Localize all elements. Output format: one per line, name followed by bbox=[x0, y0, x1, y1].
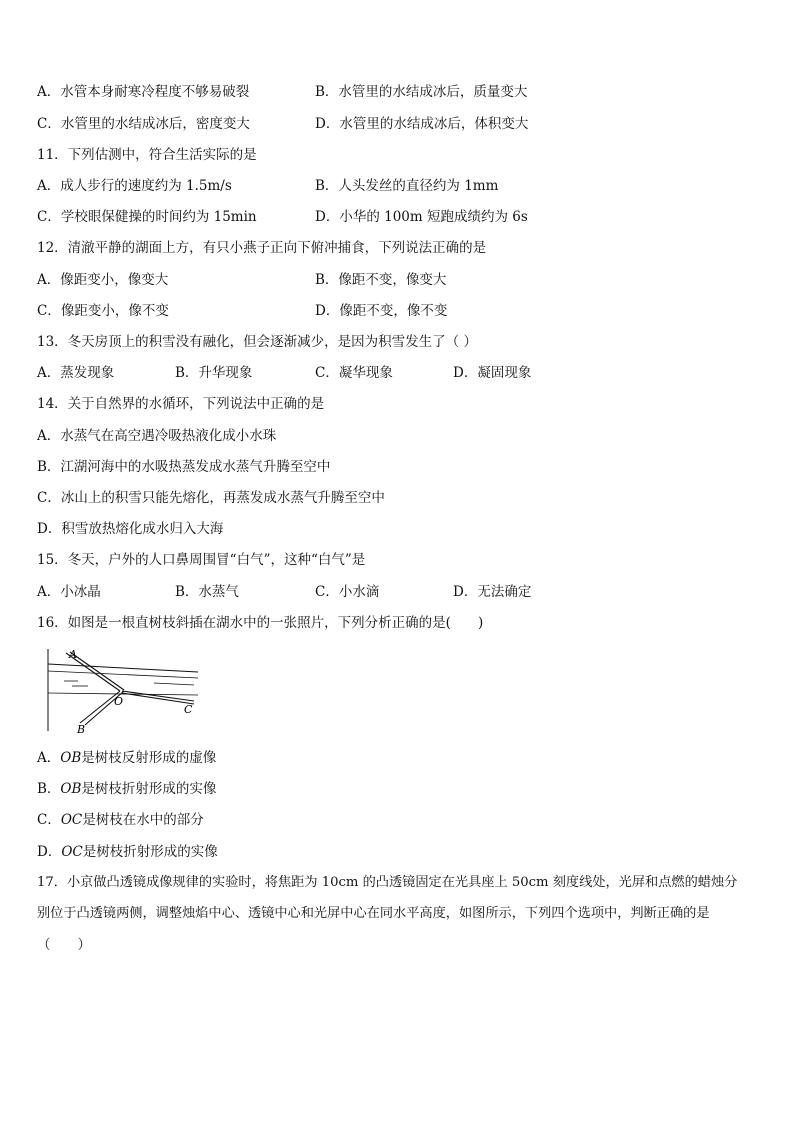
q14-stem: 14．关于自然界的水循环，下列说法中正确的是 bbox=[37, 396, 325, 412]
q14-option-c[interactable]: C．冰山上的积雪只能先熔化，再蒸发成水蒸气升腾至空中 bbox=[37, 490, 385, 506]
q16-option-c[interactable] bbox=[37, 811, 204, 829]
segment-name: OC bbox=[61, 844, 83, 860]
q15-option-a[interactable]: A．小冰晶 bbox=[37, 584, 101, 600]
segment-name: OB bbox=[60, 781, 82, 797]
branch-in-water-figure bbox=[44, 645, 204, 735]
label-b: B bbox=[77, 723, 86, 735]
q16-option-b[interactable] bbox=[37, 780, 216, 798]
water-surface-line bbox=[48, 664, 198, 672]
q10-option-d[interactable]: D．水管里的水结成冰后，体积变大 bbox=[315, 116, 529, 132]
q12-option-b[interactable]: B．像距不变，像变大 bbox=[315, 272, 447, 288]
q13-stem: 13．冬天房顶上的积雪没有融化，但会逐渐减少，是因为积雪发生了（ ） bbox=[37, 334, 477, 350]
option-letter: B． bbox=[37, 781, 61, 797]
segment-name: OC bbox=[60, 812, 83, 828]
q17-stem-line2: 别位于凸透镜两侧，调整烛焰中心、透镜中心和光屏中心在同水平高度，如图所示，下列四个选项中，判断正确的是 bbox=[37, 906, 710, 921]
q16-option-d[interactable] bbox=[37, 843, 218, 861]
q12-stem: 12．清澈平静的湖面上方，有只小燕子正向下俯冲捕食，下列说法正确的是 bbox=[37, 240, 487, 256]
q15-stem: 15．冬天，户外的人口鼻周围冒“白气”，这种“白气”是 bbox=[37, 552, 366, 568]
wave-mark bbox=[154, 683, 194, 685]
option-text: 是树枝折射形成的实像 bbox=[82, 844, 218, 860]
segment-name: OB bbox=[60, 750, 82, 766]
option-text: 是树枝在水中的部分 bbox=[82, 812, 204, 828]
option-letter: A． bbox=[37, 750, 61, 766]
q13-option-c[interactable]: C．凝华现象 bbox=[315, 365, 393, 381]
q11-stem: 11．下列估测中，符合生活实际的是 bbox=[37, 147, 257, 163]
option-letter: C． bbox=[37, 812, 61, 828]
option-text: 是树枝反射形成的虚像 bbox=[81, 750, 217, 766]
q12-option-d[interactable]: D．像距不变，像不变 bbox=[315, 303, 448, 319]
q10-option-b[interactable]: B．水管里的水结成冰后，质量变大 bbox=[315, 84, 528, 100]
q17-stem-line3: （ ） bbox=[37, 937, 91, 953]
q13-option-b[interactable]: B．升华现象 bbox=[175, 365, 253, 381]
label-o: O bbox=[114, 695, 124, 708]
q11-option-b[interactable]: B．人头发丝的直径约为 1mm bbox=[315, 178, 499, 194]
q12-option-c[interactable]: C．像距变小，像不变 bbox=[37, 303, 169, 319]
q16-stem: 16．如图是一根直树枝斜插在湖水中的一张照片，下列分析正确的是( ) bbox=[37, 615, 484, 631]
label-a: A bbox=[69, 648, 77, 661]
q14-option-d[interactable]: D．积雪放热熔化成水归入大海 bbox=[37, 521, 224, 537]
q14-option-b[interactable]: B．江湖河海中的水吸热蒸发成水蒸气升腾至空中 bbox=[37, 459, 331, 475]
water-surface-line bbox=[48, 671, 198, 678]
branch-oc-segment bbox=[122, 691, 194, 701]
q17-stem-line1: 17．小京做凸透镜成像规律的实验时，将焦距为 10cm 的凸透镜固定在光具座上 50cm 刻度线处，光屏和点燃的蜡烛分 bbox=[37, 875, 738, 890]
q16-option-a[interactable] bbox=[37, 749, 216, 767]
option-text: 是树枝折射形成的实像 bbox=[81, 781, 217, 797]
q15-option-b[interactable]: B．水蒸气 bbox=[175, 584, 239, 600]
q12-option-a[interactable]: A．像距变小，像变大 bbox=[37, 272, 169, 288]
q11-option-c[interactable]: C．学校眼保健操的时间约为 15min bbox=[37, 209, 257, 225]
q15-option-c[interactable]: C．小水滴 bbox=[315, 584, 380, 600]
q11-option-d[interactable]: D．小华的 100m 短跑成绩约为 6s bbox=[315, 209, 528, 225]
q14-option-a[interactable]: A．水蒸气在高空遇冷吸热液化成小水珠 bbox=[37, 428, 277, 444]
q13-option-a[interactable]: A．蒸发现象 bbox=[37, 365, 115, 381]
q15-option-d[interactable]: D．无法确定 bbox=[453, 584, 532, 600]
branch-a-segment bbox=[70, 652, 124, 690]
option-letter: D． bbox=[37, 844, 62, 860]
label-c: C bbox=[184, 703, 193, 716]
q10-option-c[interactable]: C．水管里的水结成冰后，密度变大 bbox=[37, 116, 250, 132]
q10-option-a[interactable]: A．水管本身耐寒冷程度不够易破裂 bbox=[37, 84, 250, 100]
q13-option-d[interactable]: D．凝固现象 bbox=[453, 365, 532, 381]
q11-option-a[interactable]: A．成人步行的速度约为 1.5m/s bbox=[37, 178, 232, 194]
